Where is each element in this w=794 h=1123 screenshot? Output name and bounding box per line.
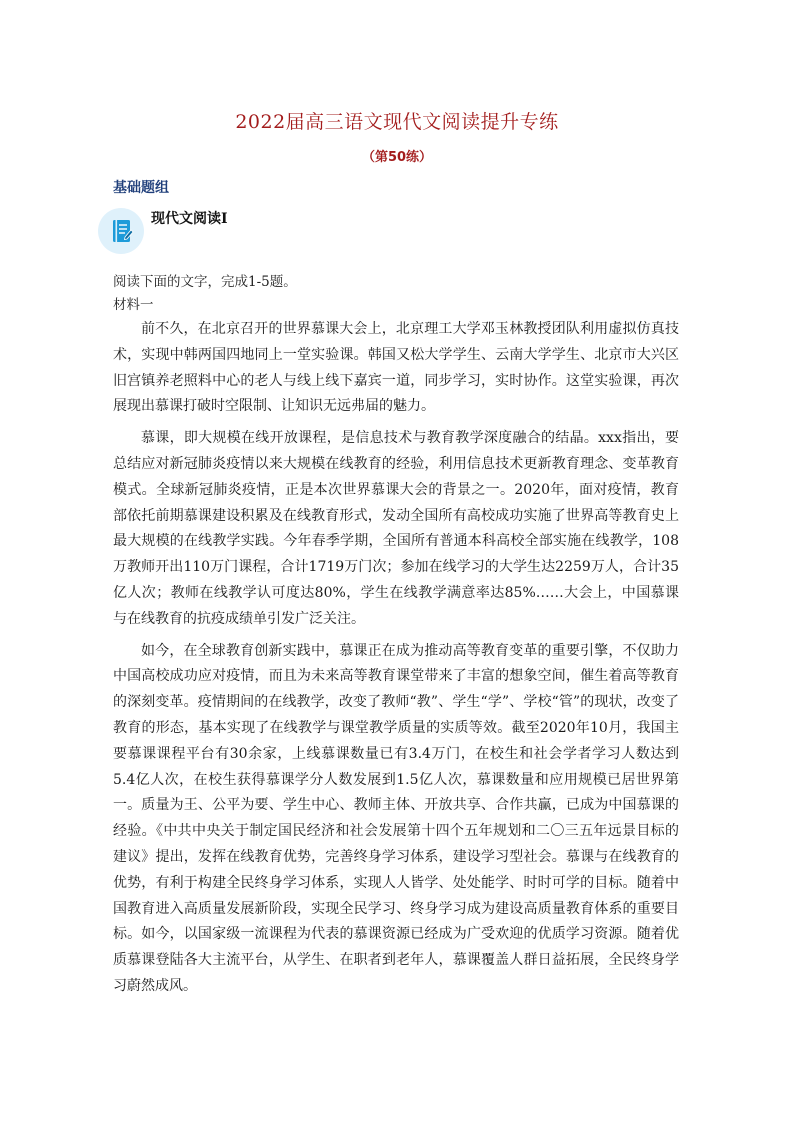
block-title: 现代文阅读Ⅰ bbox=[151, 211, 228, 227]
notebook-icon bbox=[98, 208, 144, 254]
document-title: 2022届高三语文现代文阅读提升专练 bbox=[235, 111, 559, 133]
material-label: 材料一 bbox=[113, 297, 154, 313]
paragraph: 如今，在全球教育创新实践中，慕课正在成为推动高等教育变革的重要引擎，不仅助力中国高校成功应对疫情，而且为未来高等教育课堂带来了丰富的想象空间，催生着高等教育的深刻变革。疫情期间的在线教学，改变了教师“教”、学生“学”、学校“管”的现状，改变了教育的形态，基本实现了在线教学与课堂教学质量的实质等效。截至2020年10月，我国主要慕课课程平台有30余家，上线慕课数量已有3.4万门，在校生和社会学者学习人数达到5.4亿人次，在校生获得慕课学分人数发展到1.5亿人次，慕课数量和应用规模已居世界第一。质量为王、公平为要、学生中心、教师主体、开放共享、合作共赢，已成为中国慕课的经验。《中共中央关于制定国民经济和社会发展第十四个五年规划和二〇三五年远景目标的建议》提出，发挥在线教育优势，完善终身学习体系，建设学习型社会。慕课与在线教育的优势，有利于构建全民终身学习体系，实现人人皆学、处处能学、时时可学的目标。随着中国教育进入高质量发展新阶段，实现全民学习、终身学习成为建设高质量教育体系的重要目标。如今，以国家级一流课程为代表的慕课资源已经成为广受欢迎的优质学习资源。随着优质慕课登陆各大主流平台，从学生、在职者到老年人，慕课覆盖人群日益拓展，全民终身学习蔚然成风。 bbox=[113, 642, 679, 994]
paragraph: 慕课，即大规模在线开放课程，是信息技术与教育教学深度融合的结晶。xxx指出，要总结应对新冠肺炎疫情以来大规模在线教育的经验，利用信息技术更新教育理念、变革教育模式。全球新冠肺炎疫情，正是本次世界慕课大会的背景之一。2020年，面对疫情，教育部依托前期慕课建设积累及在线教育形式，发动全国所有高校成功实施了世界高等教育史上最大规模的在线教学实践。今年春季学期，全国所有普通本科高校全部实施在线教学，108万教师开出110万门课程，合计1719万门次；参加在线学习的大学生达2259万人，合计35亿人次；教师在线教学认可度达80%，学生在线教学满意率达85%……大会上，中国慕课与在线教育的抗疫成绩单引发广泛关注。 bbox=[113, 430, 679, 627]
document-subtitle: （第50练） bbox=[361, 150, 433, 165]
instruction-text: 阅读下面的文字，完成1-5题。 bbox=[113, 274, 297, 290]
paragraph: 前不久，在北京召开的世界慕课大会上，北京理工大学邓玉林教授团队利用虚拟仿真技术，实现中韩两国四地同上一堂实验课。韩国又松大学学生、云南大学学生、北京市大兴区旧宫镇养老照料中心的老人与线上线下嘉宾一道，同步学习，实时协作。这堂实验课，再次展现出慕课打破时空限制、让知识无远弗届的魅力。 bbox=[113, 321, 679, 415]
passage-body bbox=[113, 317, 679, 1000]
section-heading: 基础题组 bbox=[113, 180, 169, 196]
